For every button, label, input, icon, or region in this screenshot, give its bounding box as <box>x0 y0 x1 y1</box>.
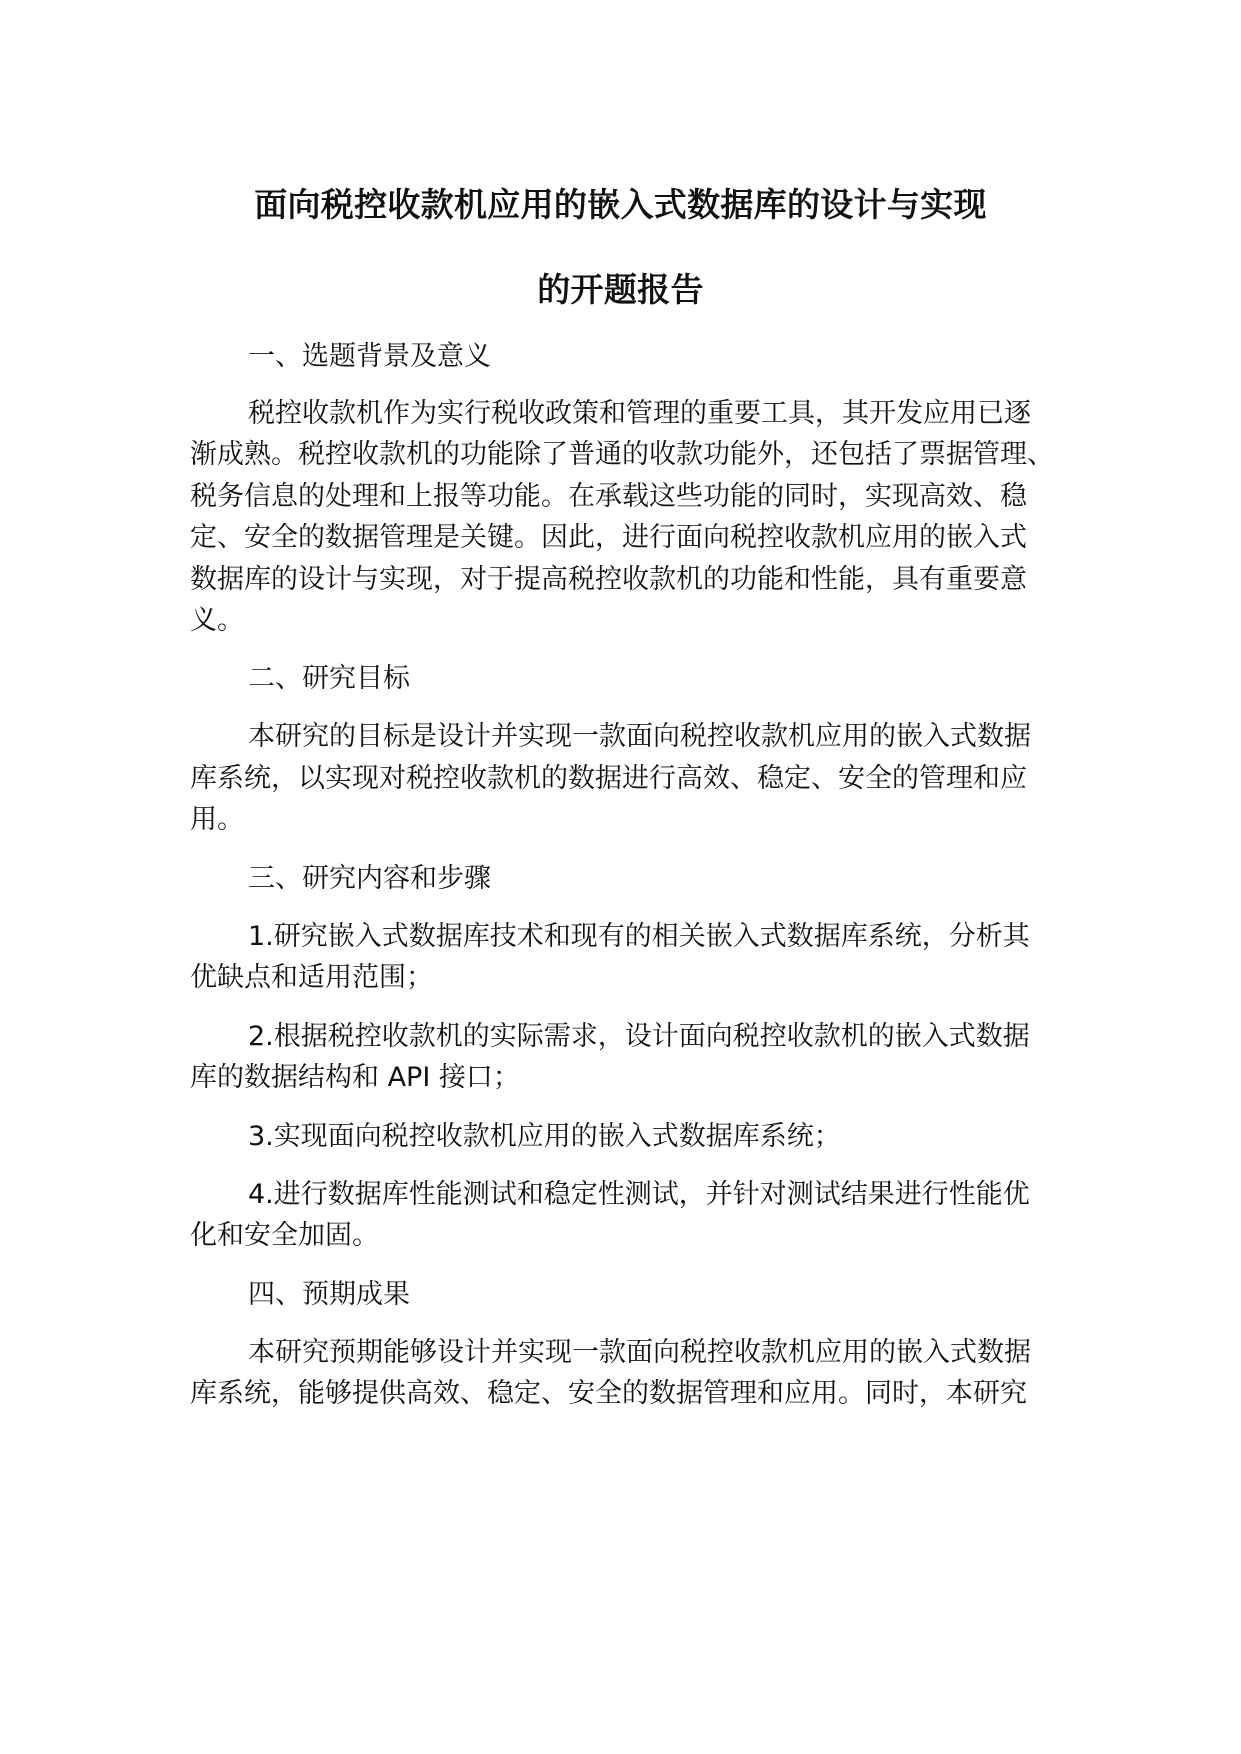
list-item-line: 1.研究嵌入式数据库技术和现有的相关嵌入式数据库系统，分析其 <box>248 921 1030 952</box>
section-heading-background: 一、选题背景及意义 <box>248 341 491 372</box>
section-heading-content-steps: 三、研究内容和步骤 <box>248 863 491 894</box>
list-item-line: 3.实现面向税控收款机应用的嵌入式数据库系统； <box>248 1121 841 1152</box>
list-item-line: 4.进行数据库性能测试和稳定性测试，并针对测试结果进行性能优 <box>248 1179 1030 1210</box>
list-item-line: 化和安全加固。 <box>190 1220 379 1251</box>
paragraph-line: 税控收款机作为实行税收政策和管理的重要工具，其开发应用已逐 <box>248 398 1031 429</box>
document-title-line-1: 面向税控收款机应用的嵌入式数据库的设计与实现 <box>254 185 987 224</box>
paragraph-line: 义。 <box>190 605 244 636</box>
paragraph-line: 库系统，能够提供高效、稳定、安全的数据管理和应用。同时，本研究 <box>190 1378 1027 1409</box>
paragraph-line: 库系统，以实现对税控收款机的数据进行高效、稳定、安全的管理和应 <box>190 763 1027 794</box>
paragraph-line: 渐成熟。税控收款机的功能除了普通的收款功能外，还包括了票据管理、 <box>190 439 1054 470</box>
list-item-line: 2.根据税控收款机的实际需求，设计面向税控收款机的嵌入式数据 <box>248 1021 1030 1052</box>
paragraph-line: 定、安全的数据管理是关键。因此，进行面向税控收款机应用的嵌入式 <box>190 522 1027 553</box>
list-item-line: 库的数据结构和 API 接口； <box>190 1062 520 1093</box>
paragraph-line: 本研究预期能够设计并实现一款面向税控收款机应用的嵌入式数据 <box>248 1337 1031 1368</box>
document-title-line-2: 的开题报告 <box>537 270 704 309</box>
paragraph-line: 数据库的设计与实现，对于提高税控收款机的功能和性能，具有重要意 <box>190 564 1027 595</box>
section-heading-expected-results: 四、预期成果 <box>248 1279 410 1310</box>
paragraph-line: 本研究的目标是设计并实现一款面向税控收款机应用的嵌入式数据 <box>248 721 1031 752</box>
list-item-line: 优缺点和适用范围； <box>190 962 433 993</box>
paragraph-line: 用。 <box>190 804 244 835</box>
section-heading-objectives: 二、研究目标 <box>248 663 410 694</box>
paragraph-line: 税务信息的处理和上报等功能。在承载这些功能的同时，实现高效、稳 <box>190 481 1027 512</box>
